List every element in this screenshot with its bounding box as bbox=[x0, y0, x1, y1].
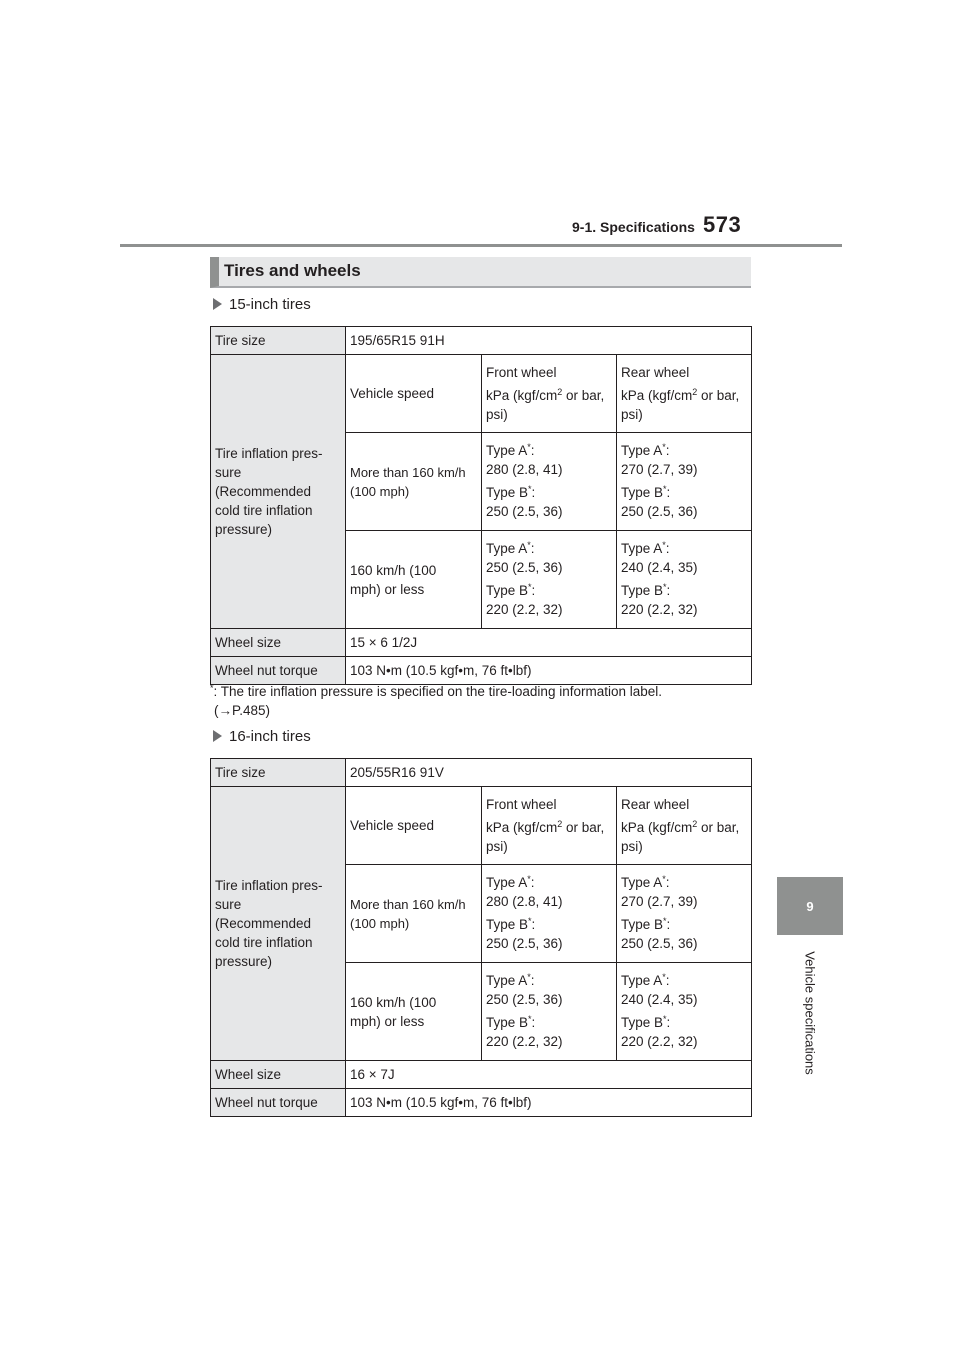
subhead-15-inch bbox=[213, 296, 311, 313]
front-low-values bbox=[482, 963, 617, 1061]
inflation-label bbox=[211, 355, 346, 629]
rear-high-values bbox=[617, 865, 752, 963]
inflation-label bbox=[211, 787, 346, 1061]
wheel-size-label: Wheel size bbox=[211, 1061, 346, 1089]
speed-low-label: 160 km/h (100 mph) or less bbox=[346, 531, 482, 629]
unit-text: kPa ($kgf/cm^2$ or bar, psi) bbox=[621, 819, 740, 854]
type-b-value: Type B*: 250 (2.5, 36) bbox=[486, 916, 563, 951]
vehicle-speed-header: Vehicle speed bbox=[346, 355, 482, 433]
table-row bbox=[211, 629, 752, 657]
header-text: Rear wheel bbox=[621, 797, 690, 812]
type-a-value: Type A*: 280 (2.8, 41) bbox=[486, 874, 563, 909]
type-a-value: Type A*: 240 (2.4, 35) bbox=[621, 540, 698, 575]
table-row bbox=[211, 787, 752, 865]
table-row bbox=[211, 657, 752, 685]
rear-wheel-header bbox=[617, 355, 752, 433]
front-high-values bbox=[482, 865, 617, 963]
spec-table-16-inch bbox=[210, 758, 752, 1117]
page-reference-link[interactable]: (→P.485) bbox=[214, 703, 271, 718]
tire-size-value: 205/55R16 91V bbox=[346, 759, 752, 787]
tire-size-value: 195/65R15 91H bbox=[346, 327, 752, 355]
header-text: Front wheel bbox=[486, 365, 557, 380]
table-row bbox=[211, 355, 752, 433]
page-number: 573 bbox=[703, 212, 742, 237]
wheel-nut-torque-label: Wheel nut torque bbox=[211, 1089, 346, 1117]
type-b-value: Type B*: 220 (2.2, 32) bbox=[486, 1014, 563, 1049]
label-line: cold tire inflation bbox=[215, 935, 313, 950]
wheel-size-value: 15 × 6 1/2J bbox=[346, 629, 752, 657]
footnote-star: * bbox=[210, 683, 214, 693]
label-line: Tire inflation pres- bbox=[215, 446, 323, 461]
type-b-value: Type B*: 220 (2.2, 32) bbox=[621, 582, 698, 617]
label-line: sure bbox=[215, 465, 242, 480]
tire-size-label: Tire size bbox=[211, 759, 346, 787]
section-title: Tires and wheels bbox=[210, 257, 751, 288]
rear-wheel-header bbox=[617, 787, 752, 865]
subhead-16-inch bbox=[213, 728, 311, 745]
type-a-value: Type A*: 250 (2.5, 36) bbox=[486, 540, 563, 575]
speed-high-label: More than 160 km/h (100 mph) bbox=[346, 865, 482, 963]
section-heading: 9-1. Specifications bbox=[572, 219, 695, 235]
table-row bbox=[211, 327, 752, 355]
type-b-value: Type B*: 250 (2.5, 36) bbox=[621, 484, 698, 519]
arrow-icon bbox=[213, 730, 222, 742]
label-line: pressure) bbox=[215, 522, 273, 537]
table-row bbox=[211, 1061, 752, 1089]
subhead-text: 16-inch tires bbox=[229, 728, 311, 745]
unit-text: kPa ($kgf/cm^2$ or bar, psi) bbox=[486, 387, 605, 422]
label-line: (Recommended bbox=[215, 916, 312, 931]
subhead-text: 15-inch tires bbox=[229, 296, 311, 313]
table-row bbox=[211, 759, 752, 787]
spec-table-15-inch bbox=[210, 326, 752, 685]
chapter-label: Vehicle specifications bbox=[802, 951, 818, 1075]
tire-size-label: Tire size bbox=[211, 327, 346, 355]
speed-low-label: 160 km/h (100 mph) or less bbox=[346, 963, 482, 1061]
label-line: sure bbox=[215, 897, 242, 912]
wheel-nut-torque-label: Wheel nut torque bbox=[211, 657, 346, 685]
type-a-value: Type A*: 270 (2.7, 39) bbox=[621, 442, 698, 477]
wheel-size-label: Wheel size bbox=[211, 629, 346, 657]
type-b-value: Type B*: 220 (2.2, 32) bbox=[621, 1014, 698, 1049]
unit-text: kPa ($kgf/cm^2$ or bar, psi) bbox=[621, 387, 740, 422]
label-line: pressure) bbox=[215, 954, 273, 969]
unit-text: kPa ($kgf/cm^2$ or bar, psi) bbox=[486, 819, 605, 854]
type-a-value: Type A*: 250 (2.5, 36) bbox=[486, 972, 563, 1007]
header-divider bbox=[120, 244, 842, 247]
type-b-value: Type B*: 220 (2.2, 32) bbox=[486, 582, 563, 617]
speed-high-label: More than 160 km/h (100 mph) bbox=[346, 433, 482, 531]
type-b-value: Type B*: 250 (2.5, 36) bbox=[486, 484, 563, 519]
rear-high-values bbox=[617, 433, 752, 531]
front-wheel-header bbox=[482, 355, 617, 433]
wheel-nut-torque-value: 103 N•m (10.5 kgf•m, 76 ft•lbf) bbox=[346, 657, 752, 685]
type-a-value: Type A*: 270 (2.7, 39) bbox=[621, 874, 698, 909]
type-a-value: Type A*: 280 (2.8, 41) bbox=[486, 442, 563, 477]
wheel-nut-torque-value: 103 N•m (10.5 kgf•m, 76 ft•lbf) bbox=[346, 1089, 752, 1117]
footnote bbox=[210, 682, 770, 720]
rear-low-values bbox=[617, 531, 752, 629]
rear-low-values bbox=[617, 963, 752, 1061]
label-line: cold tire inflation bbox=[215, 503, 313, 518]
front-low-values bbox=[482, 531, 617, 629]
table-row bbox=[211, 1089, 752, 1117]
front-high-values bbox=[482, 433, 617, 531]
type-b-value: Type B*: 250 (2.5, 36) bbox=[621, 916, 698, 951]
type-a-value: Type A*: 240 (2.4, 35) bbox=[621, 972, 698, 1007]
header-text: Front wheel bbox=[486, 797, 557, 812]
label-line: (Recommended bbox=[215, 484, 312, 499]
front-wheel-header bbox=[482, 787, 617, 865]
wheel-size-value: 16 × 7J bbox=[346, 1061, 752, 1089]
footnote-text: : The tire inflation pressure is specified on the tire-loading information label. bbox=[213, 684, 663, 699]
chapter-number: 9 bbox=[806, 898, 814, 914]
arrow-icon bbox=[213, 298, 222, 310]
chapter-tab[interactable] bbox=[777, 877, 843, 935]
vehicle-speed-header: Vehicle speed bbox=[346, 787, 482, 865]
label-line: Tire inflation pres- bbox=[215, 878, 323, 893]
header-text: Rear wheel bbox=[621, 365, 690, 380]
